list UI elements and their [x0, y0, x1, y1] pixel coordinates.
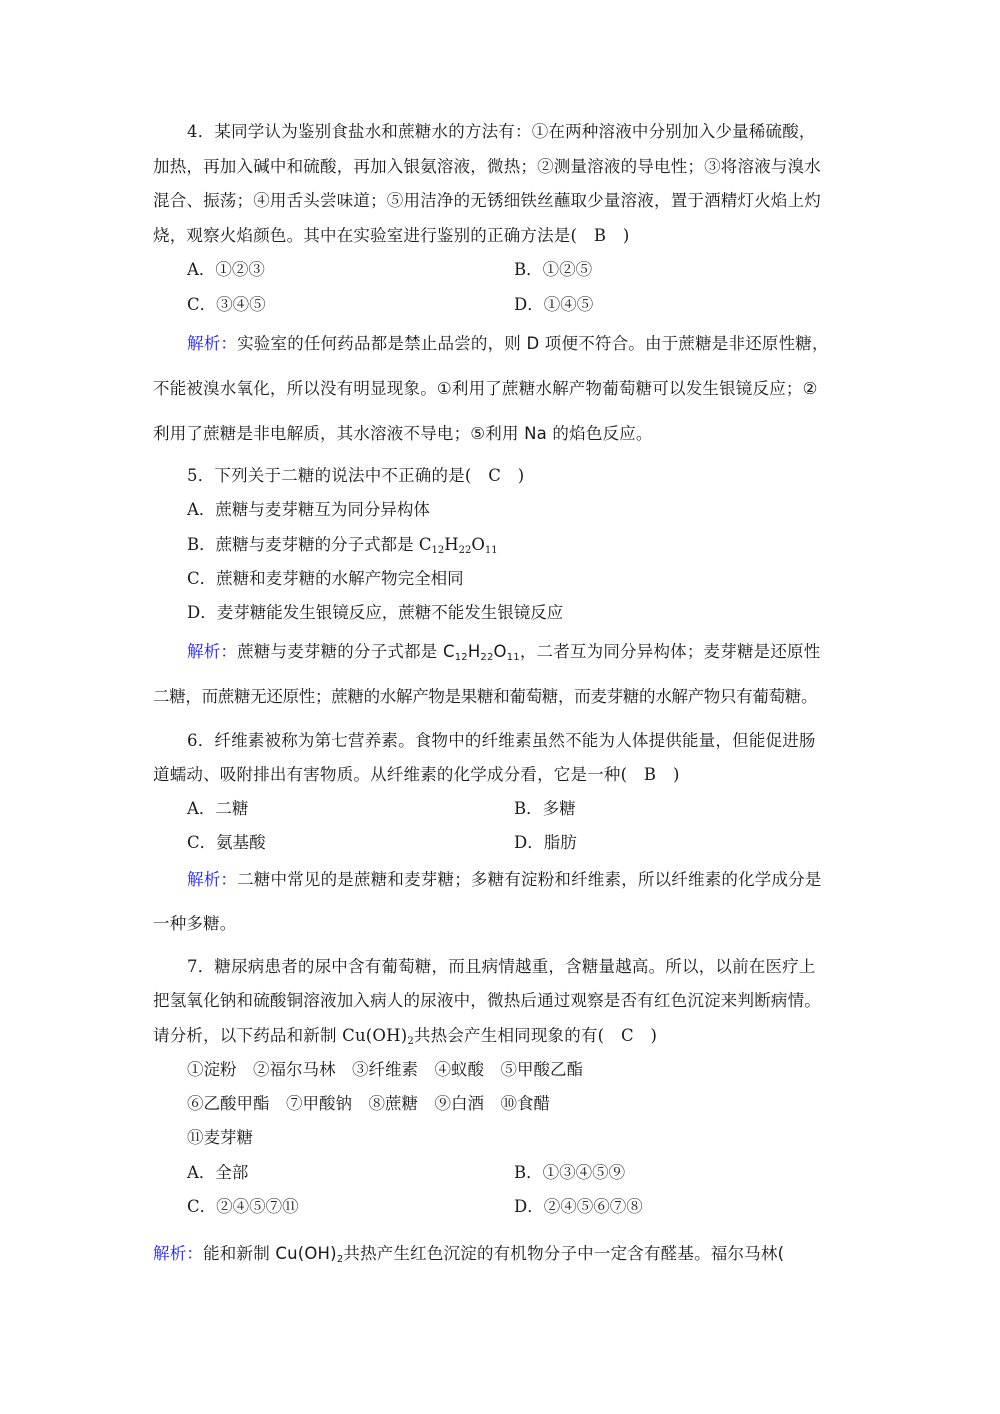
q5-stem: 5．下列关于二糖的说法中不正确的是( C ) [187, 466, 525, 485]
q7-stem-line-1: 7．糖尿病患者的尿中含有葡萄糖，而且病情越重，含糖量越高。所以，以前在医疗上 [187, 957, 816, 976]
q7-items-line-1: ①淀粉 ②福尔马林 ③纤维素 ④蚁酸 ⑤甲酸乙酯 [187, 1060, 583, 1079]
q7-items-line-3: ⑪麦芽糖 [187, 1128, 253, 1147]
q4-option-b: B．①②⑤ [514, 260, 593, 279]
q4-stem-line-1: 4．某同学认为鉴别食盐水和蔗糖水的方法有：①在两种溶液中分别加入少量稀硫酸， [187, 122, 816, 141]
q4-option-a: A．①②③ [187, 260, 265, 279]
q6-analysis-line-2: 一种多糖。 [153, 914, 237, 933]
q5-option-d: D．麦芽糖能发生银镜反应，蔗糖不能发生银镜反应 [187, 603, 564, 622]
analysis-label: 解析： [153, 1244, 204, 1263]
q4-option-c: C．③④⑤ [187, 295, 266, 314]
q5-option-c: C．蔗糖和麦芽糖的水解产物完全相同 [187, 569, 464, 588]
q7-option-b: B．①③④⑤⑨ [514, 1163, 626, 1182]
q4-stem-line-2: 加热，再加入碱中和硫酸，再加入银氨溶液，微热；②测量溶液的导电性；③将溶液与溴水 [153, 157, 821, 176]
q6-analysis-line-1: 解析：二糖中常见的是蔗糖和麦芽糖；多糖有淀粉和纤维素，所以纤维素的化学成分是 [187, 870, 822, 889]
q5-option-a: A．蔗糖与麦芽糖互为同分异构体 [187, 500, 430, 519]
q7-stem-line-3: 请分析，以下药品和新制 $Cu(OH)_2$共热会产生相同现象的有( C ) [153, 1026, 658, 1047]
q6-option-d: D．脂肪 [514, 833, 577, 852]
analysis-label: 解析： [187, 642, 238, 661]
q7-option-d: D．②④⑤⑥⑦⑧ [514, 1197, 643, 1216]
q4-analysis-line-3: 利用了蔗糖是非电解质，其水溶液不导电；⑤利用 Na 的焰色反应。 [153, 424, 653, 443]
q7-items-line-2: ⑥乙酸甲酯 ⑦甲酸钠 ⑧蔗糖 ⑨白酒 ⑩食醋 [187, 1094, 550, 1113]
q5-option-b: B．蔗糖与麦芽糖的分子式都是 $C_{12}H_{22}O_{11}$ [187, 535, 498, 556]
q4-analysis-line-2: 不能被溴水氧化，所以没有明显现象。①利用了蔗糖水解产物葡萄糖可以发生银镜反应；② [153, 379, 818, 398]
analysis-label: 解析： [187, 334, 238, 353]
q7-analysis-line-1: 解析：能和新制 $Cu(OH)_2$共热产生红色沉淀的有机物分子中一定含有醛基。福尔马林( [153, 1244, 785, 1265]
analysis-label: 解析： [187, 870, 238, 889]
q6-option-a: A．二糖 [187, 799, 249, 818]
q4-analysis-line-1: 解析：实验室的任何药品都是禁止品尝的，则 D 项便不符合。由于蔗糖是非还原性糖， [187, 334, 829, 353]
q6-stem-line-2: 道蠕动、吸附排出有害物质。从纤维素的化学成分看，它是一种( B ) [153, 765, 680, 784]
q7-option-c: C．②④⑤⑦⑪ [187, 1197, 299, 1216]
q6-option-b: B．多糖 [514, 799, 576, 818]
q6-stem-line-1: 6．纤维素被称为第七营养素。食物中的纤维素虽然不能为人体提供能量，但能促进肠 [187, 731, 816, 750]
q7-option-a: A．全部 [187, 1163, 249, 1182]
q7-stem-line-2: 把氢氧化钠和硫酸铜溶液加入病人的尿液中，微热后通过观察是否有红色沉淀来判断病情。 [153, 991, 821, 1010]
q6-option-c: C．氨基酸 [187, 833, 266, 852]
q4-stem-line-4: 烧，观察火焰颜色。其中在实验室进行鉴别的正确方法是( B ) [153, 226, 630, 245]
q4-stem-line-3: 混合、振荡；④用舌头尝味道；⑤用洁净的无锈细铁丝蘸取少量溶液，置于酒精灯火焰上灼 [153, 191, 821, 210]
q4-option-d: D．①④⑤ [514, 295, 594, 314]
q5-analysis-line-1: 解析：蔗糖与麦芽糖的分子式都是 $C_{12}H_{22}O_{11}$，二者互为同分异构体；麦芽糖是还原性 [187, 642, 821, 663]
q5-analysis-line-2: 二糖，而蔗糖无还原性；蔗糖的水解产物是果糖和葡萄糖，而麦芽糖的水解产物只有葡萄糖。 [153, 687, 818, 706]
